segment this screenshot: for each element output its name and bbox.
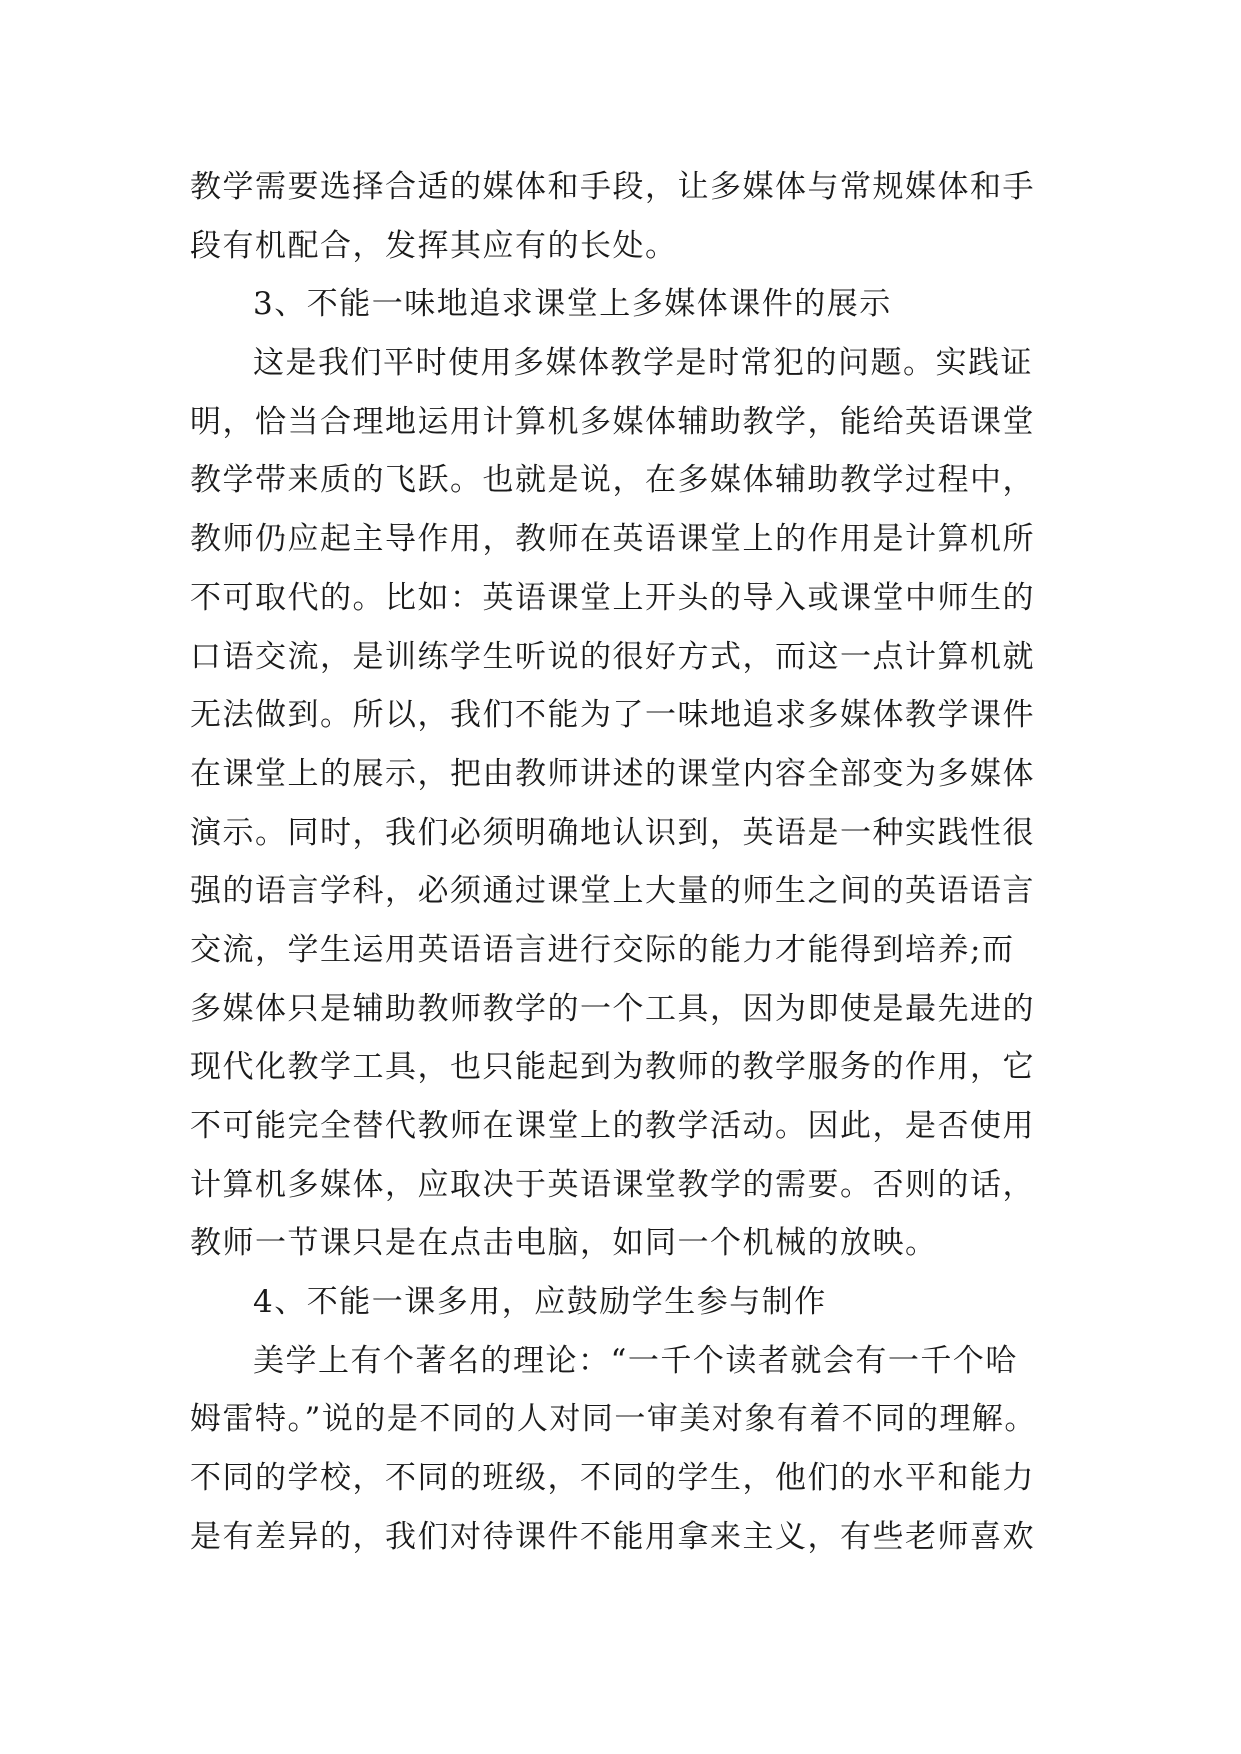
text-line: 教学需要选择合适的媒体和手段，让多媒体与常规媒体和手 [190, 169, 1035, 205]
text-line: 教师仍应起主导作用，教师在英语课堂上的作用是计算机所 [190, 521, 1035, 558]
text-line: 口语交流，是训练学生听说的很好方式，而这一点计算机就 [190, 638, 1035, 675]
text-line: 教学带来质的飞跃。也就是说，在多媒体辅助教学过程中， [190, 462, 1035, 499]
text-line: 现代化教学工具，也只能起到为教师的教学服务的作用，它 [190, 1049, 1035, 1086]
text-line: 这是我们平时使用多媒体教学是时常犯的问题。实践证 [253, 345, 1033, 382]
text-line: 段有机配合，发挥其应有的长处。 [190, 227, 678, 264]
text-line: 强的语言学科，必须通过课堂上大量的师生之间的英语语言 [190, 873, 1035, 910]
text-line: 无法做到。所以，我们不能为了一味地追求多媒体教学课件 [190, 697, 1035, 734]
text-line: 在课堂上的展示，把由教师讲述的课堂内容全部变为多媒体 [190, 755, 1035, 792]
text-line: 交流，学生运用英语语言进行交际的能力才能得到培养;而 [190, 931, 1015, 968]
text-line: 计算机多媒体，应取决于英语课堂教学的需要。否则的话， [190, 1166, 1035, 1203]
text-line: 不可取代的。比如：英语课堂上开头的导入或课堂中师生的 [190, 579, 1035, 616]
text-line: 4、不能一课多用，应鼓励学生参与制作 [253, 1284, 827, 1321]
text-line: 姆雷特。”说的是不同的人对同一审美对象有着不同的理解。 [190, 1401, 1037, 1438]
text-line: 美学上有个著名的理论：“一千个读者就会有一千个哈 [253, 1342, 1018, 1379]
text-line: 多媒体只是辅助教师教学的一个工具，因为即使是最先进的 [190, 990, 1035, 1027]
text-line: 教师一节课只是在点击电脑，如同一个机械的放映。 [190, 1225, 938, 1262]
text-line: 明，恰当合理地运用计算机多媒体辅助教学，能给英语课堂 [190, 403, 1035, 440]
body-text [190, 158, 1070, 1567]
text-line: 3、不能一味地追求课堂上多媒体课件的展示 [253, 286, 892, 323]
text-line: 不同的学校，不同的班级，不同的学生，他们的水平和能力 [190, 1460, 1035, 1497]
text-line: 不可能完全替代教师在课堂上的教学活动。因此，是否使用 [190, 1108, 1035, 1144]
text-line: 是有差异的，我们对待课件不能用拿来主义，有些老师喜欢 [190, 1518, 1035, 1555]
text-line: 演示。同时，我们必须明确地认识到，英语是一种实践性很 [190, 814, 1035, 851]
